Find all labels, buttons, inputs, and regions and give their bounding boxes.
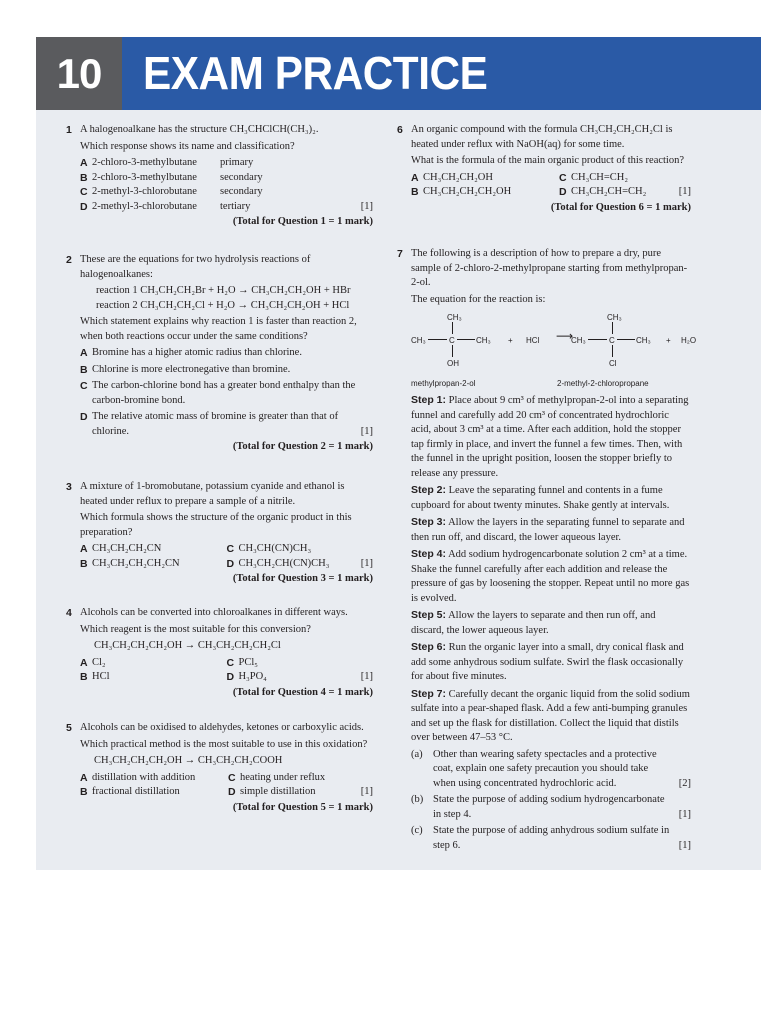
mark: [1] [360,786,373,797]
question-number: 7 [397,248,403,260]
equation: CH₃CH₂CH₂CH₂OH → CH₃CH₂CH₂CH₂Cl [94,640,281,651]
question-ask: Which formula shows the structure of the organic product in this preparation? [80,512,352,538]
reaction-1: reaction 1 CH₃CH₂CH₂Br + H₂O → CH₃CH₂CH₂OH + HBr [96,285,351,296]
option-c: C PCl₅ [226,656,258,669]
central-carbon-left: C [449,336,455,345]
step-6: Step 6: Run the organic layer into a small, dry conical flask and add some anhydrous sodium sulfate. Swirl the flask occasionally for about five minutes. [411,641,684,682]
step-1: Step 1: Place about 9 cm³ of methylpropan-2-ol into a separating funnel and carefully add 20 cm³ of concentrated hydrochloric acid, about 3 cm³ at a time. After each addition, hold the stopper tap firmly in place, and invert the funnel a few times. Then, with the funnel in the upright position, loosen the stopper briefly to release any pressure. [411,394,689,479]
option-b: B HCl [80,671,110,683]
option-d: D CH₃CH₂CH(CN)CH₃ [1] [226,557,373,570]
step-3: Step 3: Allow the layers in the separating funnel to separate and then run off, and discard, the lower aqueous layer. [411,516,685,543]
option-b: B CH₃CH₂CH₂CH₂OH [411,186,512,198]
question-total: (Total for Question 2 = 1 mark) [232,441,373,452]
option-c: C 2-methyl-3-chlorobutane secondary [80,186,263,198]
left-column [66,123,373,815]
step-5: Step 5: Allow the layers to separate and then run off, and discard, the lower aqueous layer. [411,609,656,636]
question-1 [66,123,373,253]
methyl-group-top-right: CH₃ [607,313,622,322]
option-d: D simple distillation [1] [228,786,373,798]
question-ask: Which response shows its name and classification? [80,140,295,152]
option-b: B 2-chloro-3-methylbutane secondary [80,171,263,184]
question-6 [397,123,691,247]
chlorine-atom: Cl [609,359,617,368]
mark: [1] [360,200,373,212]
arrow-icon: ⟶ [556,329,574,343]
option-c: C CH₃CH=CH₂ [559,171,629,184]
mark: [1] [678,186,691,197]
label-2-methyl-2-chloropropane: 2-methyl-2-chloropropane [557,379,649,388]
plus-sign: + [508,336,513,345]
option-b: B CH₃CH₂CH₂CH₂CN [80,557,180,570]
question-ask: Which practical method is the most suitable to use in this oxidation? [80,738,368,750]
step-7: Step 7: Carefully decant the organic liquid from the solid sodium sulfate into a pear-shaped flask. Add a few anti-bumping granules and set up the flask for distillation. Collect the liquid that distils over between 47–53 °C. [411,687,690,743]
question-stem: A mixture of 1-bromobutane, potassium cyanide and ethanol is heated under reflux to prepare a sample of a nitrile. [80,481,345,507]
option-a: A 2-chloro-3-methylbutane primary [80,157,254,169]
question-7 [397,247,697,855]
option-c: C The carbon-chlorine bond has a greater bond enthalpy than the carbon-bromine bond. [80,380,356,406]
chapter-number: 10 [36,37,122,110]
header-banner [36,37,761,110]
question-number: 3 [66,481,72,493]
question-total: (Total for Question 6 = 1 mark) [550,201,691,213]
equation-intro: The equation for the reaction is: [411,293,546,305]
question-2 [66,253,373,480]
part-b: (b) State the purpose of adding sodium hydrogencarbonate in step 4. [1] [411,794,691,820]
methyl-group-left-right: CH₃ [571,336,586,345]
equation: CH₃CH₂CH₂CH₂OH → CH₃CH₂CH₂COOH [94,755,283,766]
option-c: C CH₃CH(CN)CH₃ [226,543,312,555]
exam-page [36,37,761,870]
option-a: A Bromine has a higher atomic radius than chlorine. [80,347,302,359]
option-c: C heating under reflux [228,771,326,784]
central-carbon-right: C [609,336,615,345]
question-stem: Alcohols can be converted into chloroalkanes in different ways. [80,607,348,618]
label-methylpropan-2-ol: methylpropan-2-ol [411,379,476,388]
methyl-group-right: CH₃ [636,336,651,345]
methyl-group-top-left: CH₃ [447,313,462,322]
question-stem: An organic compound with the formula CH₃CH₂CH₂CH₂Cl is heated under reflux with NaOH(aq) for some time. [411,124,673,150]
question-total: (Total for Question 1 = 1 mark) [232,216,373,227]
option-b: B fractional distillation [80,786,180,798]
question-ask: Which statement explains why reaction 1 is faster than reaction 2, when both reactions occur under the same conditions? [80,316,357,342]
question-ask: What is the formula of the main organic product of this reaction? [411,155,685,166]
right-column [397,123,697,855]
question-stem: The following is a description of how to prepare a dry, pure sample of 2-chloro-2-methylpropane starting from methylpropan-2-ol. [411,248,688,288]
option-b: B Chlorine is more electronegative than bromine. [80,363,291,376]
part-c: (c) State the purpose of adding anhydrous sodium sulfate in step 6. [1] [411,825,691,851]
question-4 [66,606,373,721]
reaction-diagram [411,309,697,393]
option-a: A Cl₂ [80,656,106,669]
mark: [1] [360,557,373,569]
mark: [1] [360,425,373,437]
option-d: D CH₃CH₂CH=CH₂ [1] [559,186,691,198]
option-d: D The relative atomic mass of bromine is greater than that of chlorine. [1] [80,410,373,439]
step-4: Step 4: Add sodium hydrogencarbonate solution 2 cm³ at a time. Shake the funnel carefully after each addition and release the pressure of gas by loosening the stopper. Repeat until no more gas is evolved. [411,548,690,604]
question-number: 4 [66,607,72,619]
part-a: (a) Other than wearing safety spectacles and a protective coat, explain one safety precaution you should take when using concentrated hydrochloric acid. [2] [411,748,691,789]
question-total: (Total for Question 5 = 1 mark) [232,801,373,813]
question-number: 1 [66,124,72,136]
page-title: EXAM PRACTICE [143,47,488,99]
option-d: D 2-methyl-3-chlorobutane tertiary [1] [80,200,373,213]
water-product: H₂O [681,336,697,345]
option-a: A CH₃CH₂CH₂CN [80,543,162,555]
plus-sign-2: + [666,336,671,345]
question-stem: A halogenoalkane has the structure CH₃CHClCH(CH₃)₂. [80,124,319,135]
mark: [1] [360,671,373,682]
methyl-group-left: CH₃ [411,336,426,345]
option-d: D H₃PO₄ [1] [226,671,373,683]
step-2: Step 2: Leave the separating funnel and contents in a fume cupboard for about twenty minutes. Shake gently at intervals. [411,484,670,511]
question-number: 6 [397,124,403,136]
question-stem: Alcohols can be oxidised to aldehydes, ketones or carboxylic acids. [80,722,364,733]
question-ask: Which reagent is the most suitable for this conversion? [80,623,311,635]
question-number: 5 [66,722,72,734]
question-stem: These are the equations for two hydrolysis reactions of halogenoalkanes: [80,254,311,280]
option-a: A CH₃CH₂CH₂OH [411,171,493,184]
question-3 [66,480,373,606]
question-total: (Total for Question 4 = 1 mark) [232,686,373,698]
hydroxyl-group: OH [447,359,459,368]
reaction-2: reaction 2 CH₃CH₂CH₂Cl + H₂O → CH₃CH₂CH₂OH + HCl [96,299,350,311]
question-total: (Total for Question 3 = 1 mark) [232,573,373,584]
option-a: A distillation with addition [80,771,196,784]
question-number: 2 [66,254,72,266]
methyl-group-right-left: CH₃ [476,336,491,345]
question-5 [66,721,373,815]
hcl-reagent: HCl [526,336,540,345]
